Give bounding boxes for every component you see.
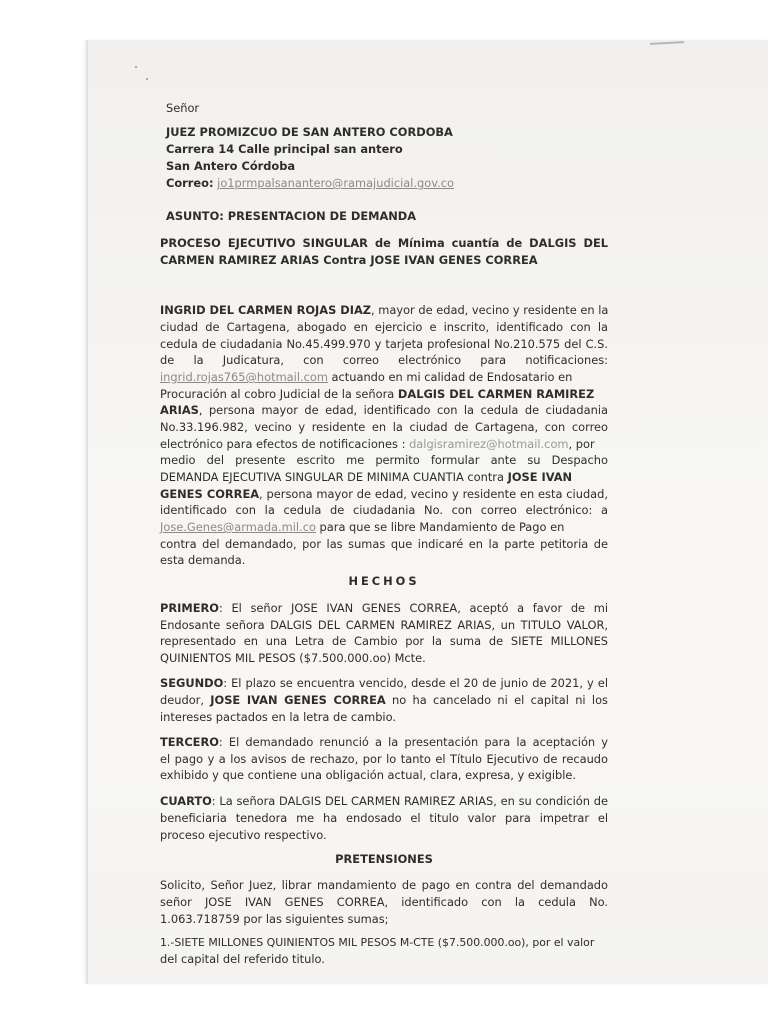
fact-text: : El demandado renunció a la presentación para la aceptación y	[218, 735, 608, 749]
fact-text: : La señora DALGIS DEL CARMEN RAMIREZ ARIAS, en su condición de	[211, 794, 608, 808]
intro-text: , por	[568, 437, 595, 451]
cuarto-label: CUARTO	[160, 794, 212, 808]
pretensiones-line: señor JOSE IVAN GENES CORREA, identificado con la cedula No.	[160, 895, 608, 909]
process-line-1: PROCESO EJECUTIVO SINGULAR de Mínima cuantía de DALGIS DEL	[160, 236, 608, 250]
intro-line: No.33.196.982, vecino y residente en la ciudad de Cartagena, con correo	[160, 420, 608, 434]
email-label: Correo:	[166, 176, 214, 190]
pretensiones-heading: PRETENSIONES	[335, 852, 433, 866]
endorser-name: DALGIS DEL CARMEN RAMIREZ	[397, 387, 595, 401]
cuarto-line	[160, 794, 608, 808]
paper-edge	[86, 40, 88, 984]
segundo-line	[160, 693, 608, 707]
defendant-email-link[interactable]: Jose.Genes@armada.mil.co	[160, 520, 316, 534]
pretension-item-1: del capital del referido titulo.	[160, 952, 325, 966]
intro-line	[160, 470, 572, 484]
intro-line: identificado con la cedula de ciudadania No. con correo electrónico: a	[160, 503, 608, 517]
primero-line: Endosante señora DALGIS DEL CARMEN RAMIREZ ARIAS, un TITULO VALOR,	[160, 618, 608, 632]
address-street: Carrera 14 Calle principal san antero	[166, 142, 403, 156]
intro-line	[160, 387, 594, 401]
endorser-email: dalgisramirez@hotmail.com	[409, 437, 569, 451]
fact-text: : El plazo se encuentra vencido, desde el 20 de junio de 2021, y el	[223, 676, 608, 690]
intro-text: para que se libre Mandamiento de Pago en	[315, 520, 565, 534]
intro-text: actuando en mi calidad de Endosatario en	[327, 370, 573, 384]
primero-line: representado en una Letra de Cambio por la suma de SIETE MILLONES	[160, 634, 608, 648]
email-line	[166, 176, 454, 190]
tercero-line: el pago y a los avisos de rechazo, por lo tanto el Título Ejecutivo de recaudo	[160, 752, 608, 766]
defendant-name: JOSE IVAN GENES CORREA	[210, 693, 386, 707]
segundo-line: intereses pactados en la letra de cambio.	[160, 710, 396, 724]
intro-line	[160, 303, 608, 317]
intro-line	[160, 520, 564, 534]
intro-text: , persona mayor de edad, vecino y residente en esta ciudad,	[259, 487, 609, 501]
address-city: San Antero Córdoba	[166, 159, 296, 173]
tercero-line	[160, 735, 608, 749]
lawyer-email-link[interactable]: ingrid.rojas765@hotmail.com	[160, 370, 328, 384]
pretensiones-line: Solicito, Señor Juez, librar mandamiento de pago en contra del demandado	[160, 878, 608, 892]
hechos-heading: HECHOS	[348, 574, 420, 588]
court-email-link[interactable]: jo1prmpalsanantero@ramajudicial.gov.co	[217, 176, 454, 190]
primero-line: QUINIENTOS MIL PESOS ($7.500.000.oo) Mcte.	[160, 651, 426, 665]
pretensiones-line: 1.063.718759 por las siguientes sumas;	[160, 912, 389, 926]
intro-line	[160, 487, 608, 501]
intro-text: , persona mayor de edad, identificado con la cedula de ciudadania	[198, 403, 608, 417]
subject-line: ASUNTO: PRESENTACION DE DEMANDA	[166, 209, 417, 223]
intro-line	[160, 403, 608, 417]
intro-text: , mayor de edad, vecino y residente en la	[371, 303, 609, 317]
pretension-item-1: 1.-SIETE MILLONES QUINIENTOS MIL PESOS M-CTE ($7.500.000.oo), por el valor	[160, 936, 595, 949]
cuarto-line: beneficiaria tenedora me ha endosado el titulo valor para impetrar el	[160, 811, 608, 825]
segundo-line	[160, 676, 608, 690]
process-line-2: CARMEN RAMIREZ ARIAS Contra JOSE IVAN GENES CORREA	[160, 253, 538, 267]
intro-text: DEMANDA EJECUTIVA SINGULAR DE MINIMA CUANTIA contra	[160, 470, 508, 484]
cuarto-line: proceso ejecutivo respectivo.	[160, 828, 327, 842]
intro-text: Procuración al cobro Judicial de la señora	[160, 387, 398, 401]
greeting: Señor	[166, 101, 200, 115]
intro-line	[160, 370, 572, 384]
fact-text: : El señor JOSE IVAN GENES CORREA, aceptó a favor de mi	[218, 601, 608, 615]
scan-speck	[135, 66, 137, 68]
endorser-name: ARIAS	[160, 403, 199, 417]
intro-line: medio del presente escrito me permito formular ante su Despacho	[160, 453, 608, 467]
fact-text: deudor,	[160, 693, 211, 707]
intro-line: esta demanda.	[160, 553, 246, 567]
primero-label: PRIMERO	[160, 601, 219, 615]
intro-line: ciudad de Cartagena, abogado en ejercicio e inscrito, identificado con la	[160, 320, 608, 334]
intro-line: de la Judicatura, con correo electrónico para notificaciones:	[160, 353, 608, 367]
segundo-label: SEGUNDO	[160, 676, 224, 690]
defendant-name: GENES CORREA	[160, 487, 260, 501]
primero-line	[160, 601, 608, 615]
fact-text: no ha cancelado ni el capital ni los	[385, 693, 608, 707]
defendant-name: JOSE IVAN	[507, 470, 573, 484]
judge-name: JUEZ PROMIZCUO DE SAN ANTERO CORDOBA	[166, 125, 453, 139]
scan-speck	[146, 78, 148, 80]
tercero-line: exhibido y que contiene una obligación actual, clara, expresa, y exigible.	[160, 768, 577, 782]
lawyer-name: INGRID DEL CARMEN ROJAS DIAZ	[160, 303, 372, 317]
intro-line: cedula de ciudadania No.45.499.970 y tarjeta profesional No.210.575 del C.S.	[160, 337, 608, 351]
intro-line	[160, 437, 595, 451]
intro-line: contra del demandado, por las sumas que indicaré en la parte petitoria de	[160, 537, 608, 551]
intro-text: electrónico para efectos de notificaciones :	[160, 437, 410, 451]
tercero-label: TERCERO	[160, 735, 219, 749]
